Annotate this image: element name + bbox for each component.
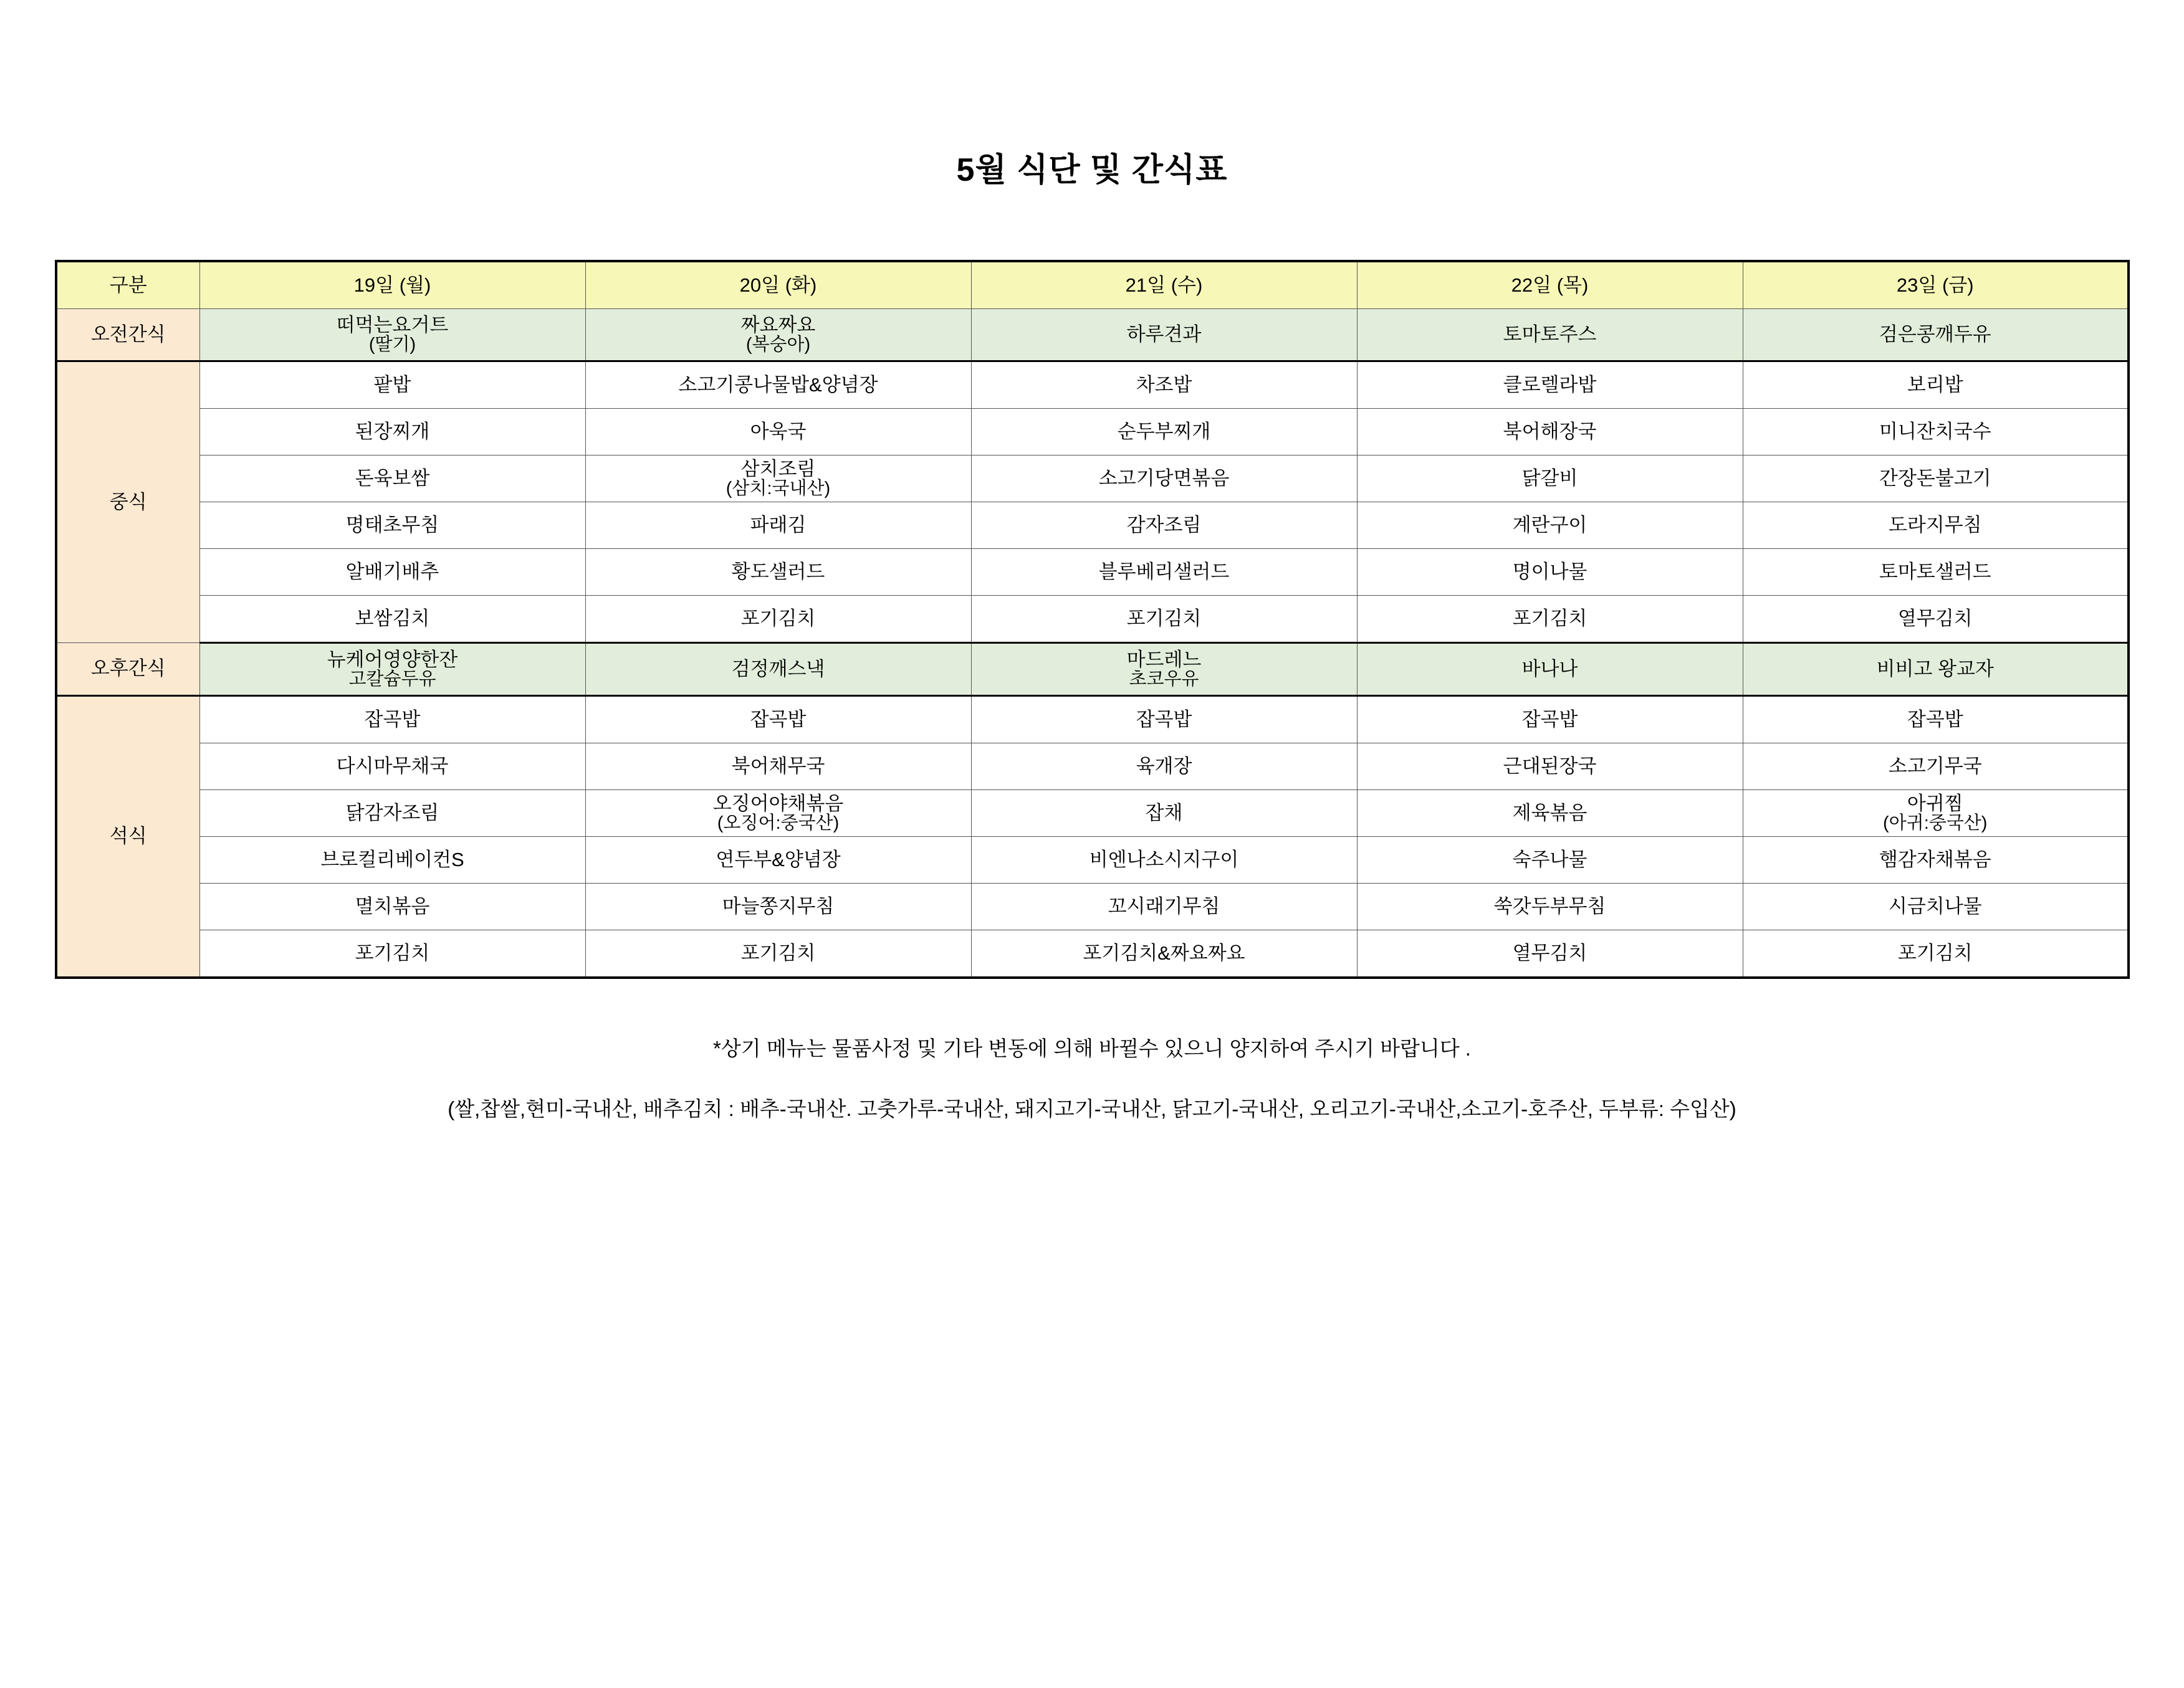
cell-lunch-r3-day-1: 돈육보쌈 (199, 455, 585, 502)
cell-lunch-r1-day-1: 팥밥 (199, 361, 585, 409)
cell-dinner-r1-day-2: 잡곡밥 (585, 696, 971, 743)
cell-dinner-r3-day-4: 제육볶음 (1357, 790, 1743, 837)
cell-lunch-r3-day-5: 간장돈불고기 (1743, 455, 2129, 502)
cell-sub-text: (딸기) (368, 335, 416, 355)
cell-dinner-r6-day-4: 열무김치 (1357, 930, 1743, 978)
table-row (56, 837, 2129, 884)
cell-lunch-r5-day-2: 황도샐러드 (585, 549, 971, 596)
cell-dinner-r3-day-3: 잡채 (971, 790, 1357, 837)
cell-lunch-r3-day-2 (585, 455, 971, 502)
page-title: 5월 식단 및 간식표 (956, 152, 1228, 188)
column-header-day-3: 21일 (수) (971, 261, 1357, 309)
cell-lunch-r2-day-5: 미니잔치국수 (1743, 409, 2129, 455)
row-label-morning-snack: 오전간식 (56, 309, 199, 361)
cell-lunch-r2-day-2: 아욱국 (585, 409, 971, 455)
table-row (56, 361, 2129, 409)
cell-dinner-r1-day-3: 잡곡밥 (971, 696, 1357, 743)
cell-lunch-r4-day-3: 감자조림 (971, 502, 1357, 549)
cell-lunch-r4-day-1: 명태초무침 (199, 502, 585, 549)
cell-lunch-r5-day-5: 토마토샐러드 (1743, 549, 2129, 596)
cell-dinner-r1-day-4: 잡곡밥 (1357, 696, 1743, 743)
cell-main-text: 뉴케어영양한잔 (327, 648, 458, 670)
cell-dinner-r4-day-2: 연두부&양념장 (585, 837, 971, 884)
table-row (56, 884, 2129, 930)
cell-lunch-r1-day-5: 보리밥 (1743, 361, 2129, 409)
cell-main-text: 삼치조림 (740, 457, 816, 480)
cell-dinner-r2-day-3: 육개장 (971, 743, 1357, 790)
menu-table (55, 260, 2130, 979)
cell-lunch-r4-day-4: 계란구이 (1357, 502, 1743, 549)
cell-dinner-r3-day-1: 닭감자조림 (199, 790, 585, 837)
cell-afternoon-snack-day-2: 검정깨스낵 (585, 643, 971, 696)
cell-dinner-r6-day-3: 포기김치&짜요짜요 (971, 930, 1357, 978)
cell-sub-text: 초코우유 (1129, 669, 1199, 690)
cell-dinner-r3-day-5 (1743, 790, 2129, 837)
table-row (56, 790, 2129, 837)
cell-dinner-r3-day-2 (585, 790, 971, 837)
cell-main-text: 오징어야채볶음 (712, 792, 844, 814)
cell-lunch-r1-day-4: 클로렐라밥 (1357, 361, 1743, 409)
row-label-dinner: 석식 (56, 696, 199, 978)
cell-dinner-r2-day-5: 소고기무국 (1743, 743, 2129, 790)
column-header-day-4: 22일 (목) (1357, 261, 1743, 309)
cell-afternoon-snack-day-4: 바나나 (1357, 643, 1743, 696)
cell-dinner-r5-day-3: 꼬시래기무침 (971, 884, 1357, 930)
menu-document-page (0, 143, 2184, 1688)
table-row (56, 549, 2129, 596)
cell-dinner-r1-day-1: 잡곡밥 (199, 696, 585, 743)
cell-sub-text: 고칼슘두유 (348, 669, 436, 690)
cell-dinner-r2-day-1: 다시마무채국 (199, 743, 585, 790)
column-header-day-1: 19일 (월) (199, 261, 585, 309)
cell-lunch-r6-day-5: 열무김치 (1743, 596, 2129, 643)
column-header-label: 구분 (56, 261, 199, 309)
row-label-afternoon-snack: 오후간식 (56, 643, 199, 696)
column-header-day-5: 23일 (금) (1743, 261, 2129, 309)
cell-lunch-r1-day-2: 소고기콩나물밥&양념장 (585, 361, 971, 409)
cell-lunch-r3-day-3: 소고기당면볶음 (971, 455, 1357, 502)
cell-lunch-r2-day-3: 순두부찌개 (971, 409, 1357, 455)
footer-notes (0, 1032, 2184, 1122)
cell-morning-snack-day-1 (199, 309, 585, 361)
cell-lunch-r2-day-1: 된장찌개 (199, 409, 585, 455)
cell-dinner-r6-day-1: 포기김치 (199, 930, 585, 978)
cell-dinner-r1-day-5: 잡곡밥 (1743, 696, 2129, 743)
cell-lunch-r6-day-3: 포기김치 (971, 596, 1357, 643)
table-row (56, 502, 2129, 549)
table-row (56, 743, 2129, 790)
cell-main-text: 떠먹는요거트 (336, 313, 449, 336)
cell-morning-snack-day-3: 하루견과 (971, 309, 1357, 361)
cell-lunch-r6-day-1: 보쌈김치 (199, 596, 585, 643)
column-header-day-2: 20일 (화) (585, 261, 971, 309)
table-row (56, 455, 2129, 502)
menu-table-wrapper (55, 260, 2129, 979)
cell-lunch-r4-day-2: 파래김 (585, 502, 971, 549)
cell-dinner-r2-day-2: 북어채무국 (585, 743, 971, 790)
cell-dinner-r6-day-5: 포기김치 (1743, 930, 2129, 978)
note-menu-change: *상기 메뉴는 물품사정 및 기타 변동에 의해 바뀔수 있으니 양지하여 주시기 바랍니다 . (713, 1037, 1471, 1060)
cell-dinner-r5-day-5: 시금치나물 (1743, 884, 2129, 930)
table-row (56, 643, 2129, 696)
cell-lunch-r2-day-4: 북어해장국 (1357, 409, 1743, 455)
cell-main-text: 마드레느 (1126, 648, 1202, 670)
cell-dinner-r6-day-2: 포기김치 (585, 930, 971, 978)
cell-sub-text: (아귀:중국산) (1883, 813, 1988, 834)
cell-main-text: 짜요짜요 (740, 313, 816, 336)
cell-dinner-r5-day-1: 멸치볶음 (199, 884, 585, 930)
cell-dinner-r4-day-1: 브로컬리베이컨S (199, 837, 585, 884)
table-row (56, 596, 2129, 643)
cell-morning-snack-day-2 (585, 309, 971, 361)
cell-morning-snack-day-4: 토마토주스 (1357, 309, 1743, 361)
cell-sub-text: (복숭아) (745, 335, 811, 355)
cell-lunch-r6-day-2: 포기김치 (585, 596, 971, 643)
cell-lunch-r1-day-3: 차조밥 (971, 361, 1357, 409)
cell-dinner-r4-day-5: 햄감자채볶음 (1743, 837, 2129, 884)
table-body (56, 309, 2129, 978)
cell-lunch-r4-day-5: 도라지무침 (1743, 502, 2129, 549)
note-origin-info: (쌀,찹쌀,현미-국내산, 배추김치 : 배추-국내산. 고춧가루-국내산, 돼지고기-국내산, 닭고기-국내산, 오리고기-국내산,소고기-호주산, 두부류: 수입산) (448, 1097, 1736, 1120)
cell-afternoon-snack-day-1 (199, 643, 585, 696)
cell-lunch-r5-day-1: 알배기배추 (199, 549, 585, 596)
row-label-lunch: 중식 (56, 361, 199, 643)
cell-morning-snack-day-5: 검은콩깨두유 (1743, 309, 2129, 361)
table-row (56, 696, 2129, 743)
cell-sub-text: (삼치:국내산) (726, 479, 831, 499)
table-row (56, 930, 2129, 978)
cell-lunch-r5-day-3: 블루베리샐러드 (971, 549, 1357, 596)
cell-dinner-r2-day-4: 근대된장국 (1357, 743, 1743, 790)
table-row (56, 309, 2129, 361)
cell-dinner-r4-day-4: 숙주나물 (1357, 837, 1743, 884)
cell-main-text: 아귀찜 (1907, 792, 1963, 814)
cell-lunch-r6-day-4: 포기김치 (1357, 596, 1743, 643)
cell-lunch-r3-day-4: 닭갈비 (1357, 455, 1743, 502)
table-header (56, 261, 2129, 309)
table-row (56, 409, 2129, 455)
cell-afternoon-snack-day-5: 비비고 왕교자 (1743, 643, 2129, 696)
cell-dinner-r5-day-2: 마늘쫑지무침 (585, 884, 971, 930)
cell-dinner-r5-day-4: 쑥갓두부무침 (1357, 884, 1743, 930)
cell-sub-text: (오징어:중국산) (717, 813, 840, 834)
cell-dinner-r4-day-3: 비엔나소시지구이 (971, 837, 1357, 884)
cell-lunch-r5-day-4: 명이나물 (1357, 549, 1743, 596)
cell-afternoon-snack-day-3 (971, 643, 1357, 696)
table-header-row (56, 261, 2129, 309)
